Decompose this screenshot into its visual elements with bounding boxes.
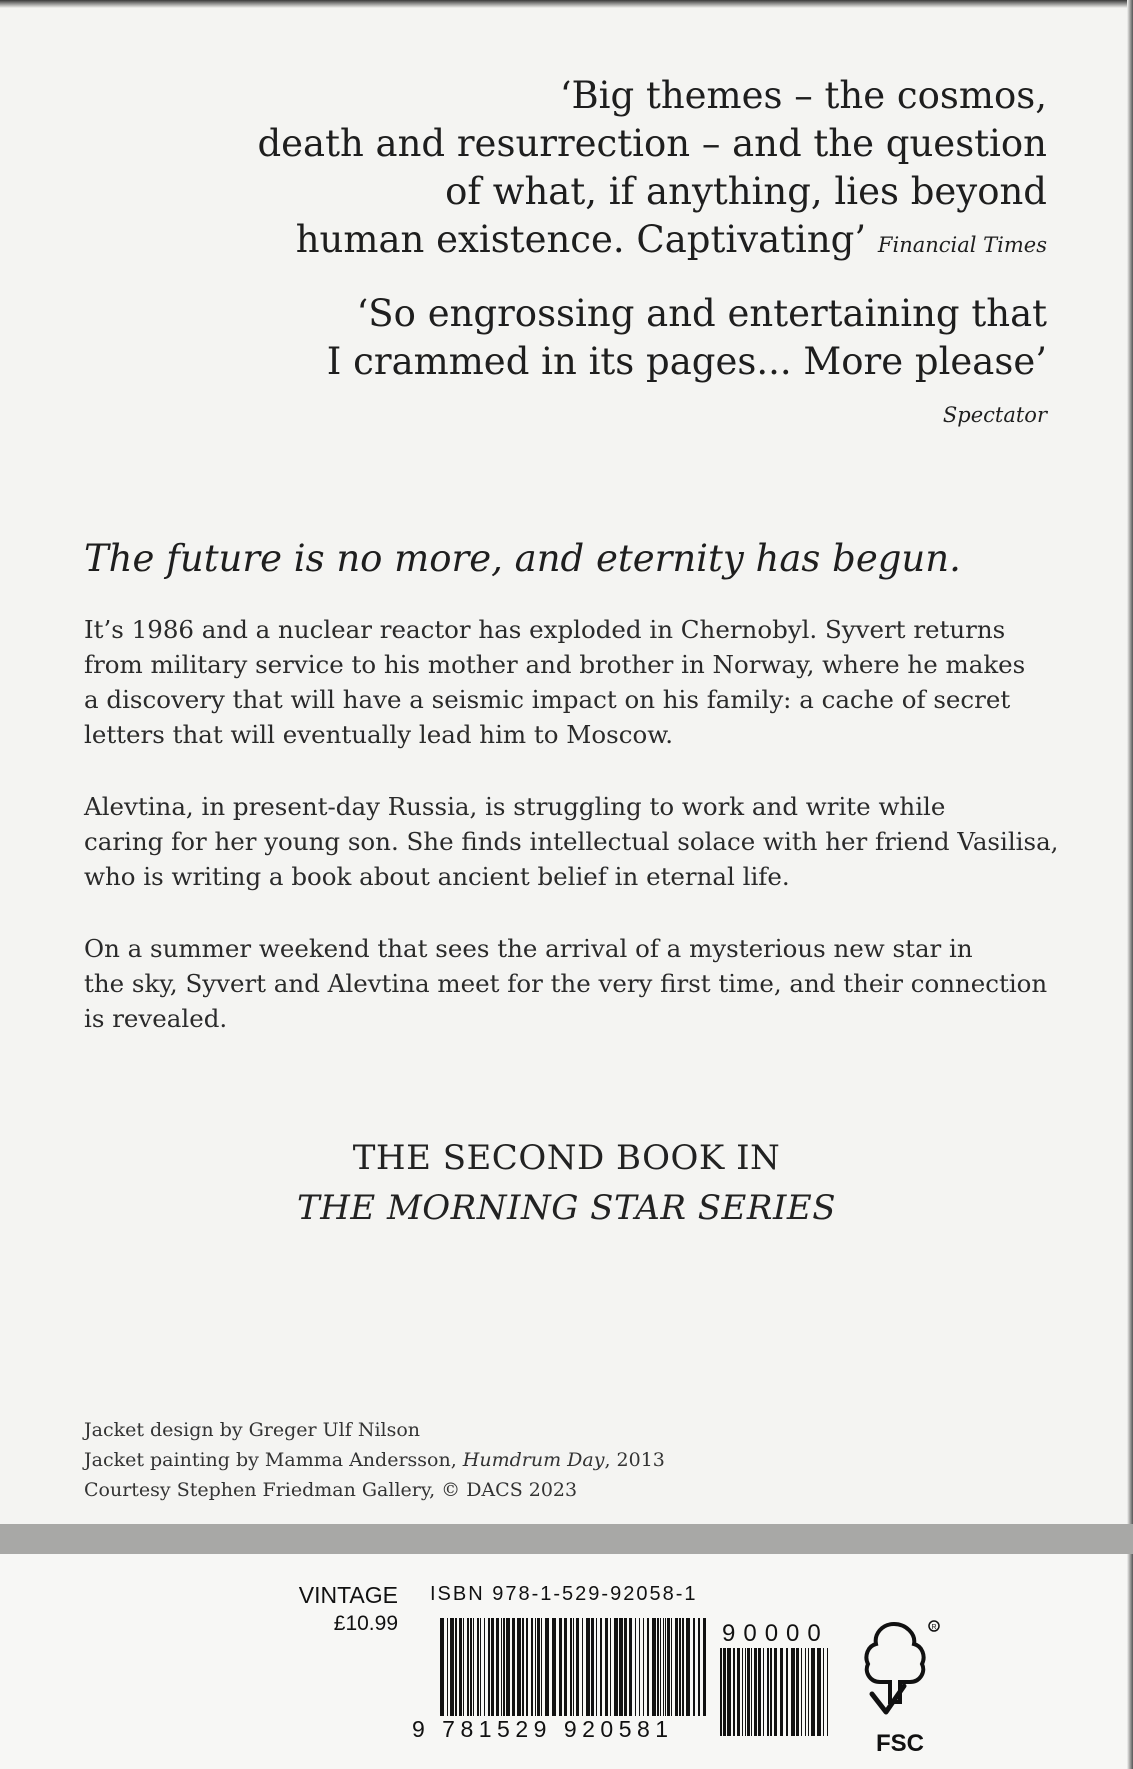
- quote-line: death and resurrection – and the question: [257, 122, 1047, 165]
- barcode-bar: [817, 1648, 821, 1736]
- barcode-bar: [564, 1618, 567, 1716]
- barcode-bar: [811, 1648, 815, 1736]
- quote-source: Spectator: [942, 403, 1047, 427]
- quote-line: ‘So engrossing and entertaining that: [356, 292, 1047, 335]
- svg-text:R: R: [931, 1624, 937, 1631]
- barcode-bar: [742, 1648, 743, 1736]
- barcode-bar: [754, 1648, 757, 1736]
- quote-line: ‘Big themes – the cosmos,: [559, 74, 1047, 117]
- blurb-line: from military service to his mother and brother in Norway, where he makes: [84, 650, 1026, 679]
- barcode-bar: [614, 1618, 618, 1716]
- grey-band: [0, 1524, 1133, 1554]
- blurb-paragraph-2: [84, 789, 1064, 894]
- barcode-bar: [667, 1618, 670, 1716]
- barcode-bar: [484, 1618, 485, 1716]
- courtesy-credit: Courtesy Stephen Friedman Gallery, © DACS 2023: [84, 1479, 578, 1501]
- barcode-bar: [535, 1618, 536, 1716]
- barcode-bar: [600, 1618, 602, 1716]
- barcode-bar: [501, 1618, 502, 1716]
- barcode-bar: [796, 1648, 799, 1736]
- barcode-bar: [660, 1618, 661, 1716]
- fsc-label: FSC: [876, 1730, 924, 1757]
- barcode-bar: [459, 1618, 462, 1716]
- blurb-line: the sky, Syvert and Alevtina meet for the very first time, and their connection: [84, 969, 1048, 998]
- blurb-line: is revealed.: [84, 1004, 228, 1033]
- barcode-bar: [522, 1618, 524, 1716]
- barcode-bar: [491, 1618, 494, 1716]
- barcode-bar: [488, 1618, 490, 1716]
- barcode-bar: [552, 1618, 556, 1716]
- barcode-bar: [629, 1618, 632, 1716]
- isbn-barcode: [440, 1618, 710, 1716]
- barcode-bar: [541, 1618, 542, 1716]
- blurb-line: a discovery that will have a seismic impact on his family: a cache of secret: [84, 685, 1011, 714]
- barcode-bar: [737, 1648, 740, 1736]
- barcode-bar: [624, 1618, 627, 1716]
- painting-prefix: Jacket painting by Mamma Andersson,: [84, 1449, 463, 1471]
- barcode-bar: [506, 1618, 510, 1716]
- barcode-bar: [727, 1648, 731, 1736]
- barcode-bar: [682, 1618, 684, 1716]
- barcode-bar: [801, 1648, 802, 1736]
- barcode-bar: [477, 1618, 479, 1716]
- painting-title: Humdrum Day: [462, 1449, 605, 1471]
- painting-credit: [84, 1445, 784, 1475]
- barcode-bar: [786, 1648, 788, 1736]
- barcode-bar: [576, 1618, 579, 1716]
- barcode-bar: [610, 1618, 611, 1716]
- barcode-bar: [643, 1618, 644, 1716]
- barcode-bar: [639, 1618, 640, 1716]
- review-quote-financial-times: [227, 72, 1047, 269]
- barcode-bar: [823, 1648, 824, 1736]
- barcode-bar: [657, 1618, 659, 1716]
- barcode-bar: [517, 1618, 521, 1716]
- blurb-paragraph-1: [84, 612, 1064, 752]
- quote-source: Financial Times: [877, 233, 1047, 257]
- blurb-line: It’s 1986 and a nuclear reactor has exploded in Chernobyl. Syvert returns: [84, 615, 1006, 644]
- blurb-paragraph-3: [84, 931, 1064, 1036]
- barcode-bar: [582, 1618, 583, 1716]
- barcode-bar: [470, 1618, 472, 1716]
- barcode-bar: [703, 1618, 706, 1716]
- barcode-bar: [675, 1618, 678, 1716]
- price-addon-digits: 90000: [722, 1620, 829, 1647]
- barcode-bar: [805, 1648, 806, 1736]
- barcode-bar: [455, 1618, 457, 1716]
- price: £10.99: [333, 1612, 398, 1635]
- barcode-bar: [720, 1648, 722, 1736]
- barcode-bar: [467, 1618, 469, 1716]
- painting-suffix: , 2013: [604, 1449, 665, 1471]
- tagline: The future is no more, and eternity has begun.: [84, 537, 961, 580]
- barcode-bar: [463, 1618, 464, 1716]
- barcode-bar: [693, 1618, 695, 1716]
- barcode-bar: [450, 1618, 454, 1716]
- barcode-bar: [774, 1648, 777, 1736]
- barcode-digits: 9 781529 920581: [412, 1716, 674, 1742]
- addon-barcode: [720, 1648, 832, 1736]
- barcode-bar: [537, 1618, 540, 1716]
- barcode-bar: [679, 1618, 681, 1716]
- series-name: THE MORNING STAR SERIES: [297, 1188, 836, 1228]
- barcode-bar: [745, 1648, 746, 1736]
- review-quote-spectator: [227, 290, 1047, 439]
- barcode-bar: [605, 1618, 608, 1716]
- barcode-bar: [686, 1618, 690, 1716]
- quote-line: of what, if anything, lies beyond: [445, 170, 1047, 213]
- barcode-bar: [559, 1618, 562, 1716]
- barcode-bar: [573, 1618, 574, 1716]
- quote-line: [227, 338, 1047, 439]
- blurb-line: On a summer weekend that sees the arrival of a mysterious new star in: [84, 934, 973, 963]
- barcode-bar: [652, 1618, 656, 1716]
- blurb-line: caring for her young son. She finds intellectual solace with her friend Vasilisa,: [84, 827, 1059, 856]
- jacket-credits: [84, 1415, 784, 1505]
- barcode-bar: [808, 1648, 809, 1736]
- barcode-bar: [747, 1648, 750, 1736]
- barcode-bar: [473, 1618, 474, 1716]
- barcode-bar: [665, 1618, 666, 1716]
- barcode-bar: [751, 1648, 752, 1736]
- barcode-bar: [526, 1618, 528, 1716]
- series-line-1: THE SECOND BOOK IN: [352, 1138, 781, 1178]
- barcode-bar: [780, 1648, 783, 1736]
- barcode-bar: [635, 1618, 636, 1716]
- barcode-bar: [596, 1618, 597, 1716]
- barcode-bar: [698, 1618, 700, 1716]
- blurb-line: letters that will eventually lead him to Moscow.: [84, 720, 674, 749]
- barcode-bar: [531, 1618, 533, 1716]
- barcode-bar: [723, 1648, 726, 1736]
- barcode-bar: [512, 1618, 515, 1716]
- barcode-bar: [671, 1618, 672, 1716]
- barcode-bar: [767, 1648, 769, 1736]
- quote-line: [227, 216, 1047, 269]
- barcode-bar: [591, 1618, 594, 1716]
- barcode-bar: [663, 1618, 664, 1716]
- barcode-bar: [447, 1618, 448, 1716]
- barcode-bar: [570, 1618, 572, 1716]
- quote-text: human existence. Captivating’: [295, 218, 867, 261]
- quote-text: I crammed in its pages... More please’: [326, 340, 1047, 383]
- barcode-bar: [763, 1648, 764, 1736]
- barcode-bar: [758, 1648, 761, 1736]
- barcode-bar: [791, 1648, 795, 1736]
- page-right-edge: [1127, 0, 1133, 1769]
- barcode-bar: [480, 1618, 481, 1716]
- design-credit: Jacket design by Greger Ulf Nilson: [84, 1419, 421, 1441]
- series-statement: [0, 1133, 1133, 1233]
- fsc-tree-icon: [860, 1618, 944, 1728]
- isbn-label: ISBN 978-1-529-92058-1: [430, 1583, 698, 1605]
- blurb-line: Alevtina, in present-day Russia, is struggling to work and write while: [84, 792, 946, 821]
- barcode-bar: [619, 1618, 623, 1716]
- barcode-bar: [827, 1648, 828, 1736]
- barcode-bar: [503, 1618, 505, 1716]
- barcode-bar: [647, 1618, 649, 1716]
- barcode-bar: [496, 1618, 499, 1716]
- barcode-bar: [770, 1648, 772, 1736]
- blurb-line: who is writing a book about ancient belief in eternal life.: [84, 862, 790, 891]
- barcode-bar: [586, 1618, 590, 1716]
- page-top-edge: [0, 0, 1133, 8]
- barcode-bar: [733, 1648, 735, 1736]
- barcode-bar: [545, 1618, 549, 1716]
- barcode-bar: [440, 1618, 444, 1716]
- publisher-name: VINTAGE: [298, 1582, 398, 1608]
